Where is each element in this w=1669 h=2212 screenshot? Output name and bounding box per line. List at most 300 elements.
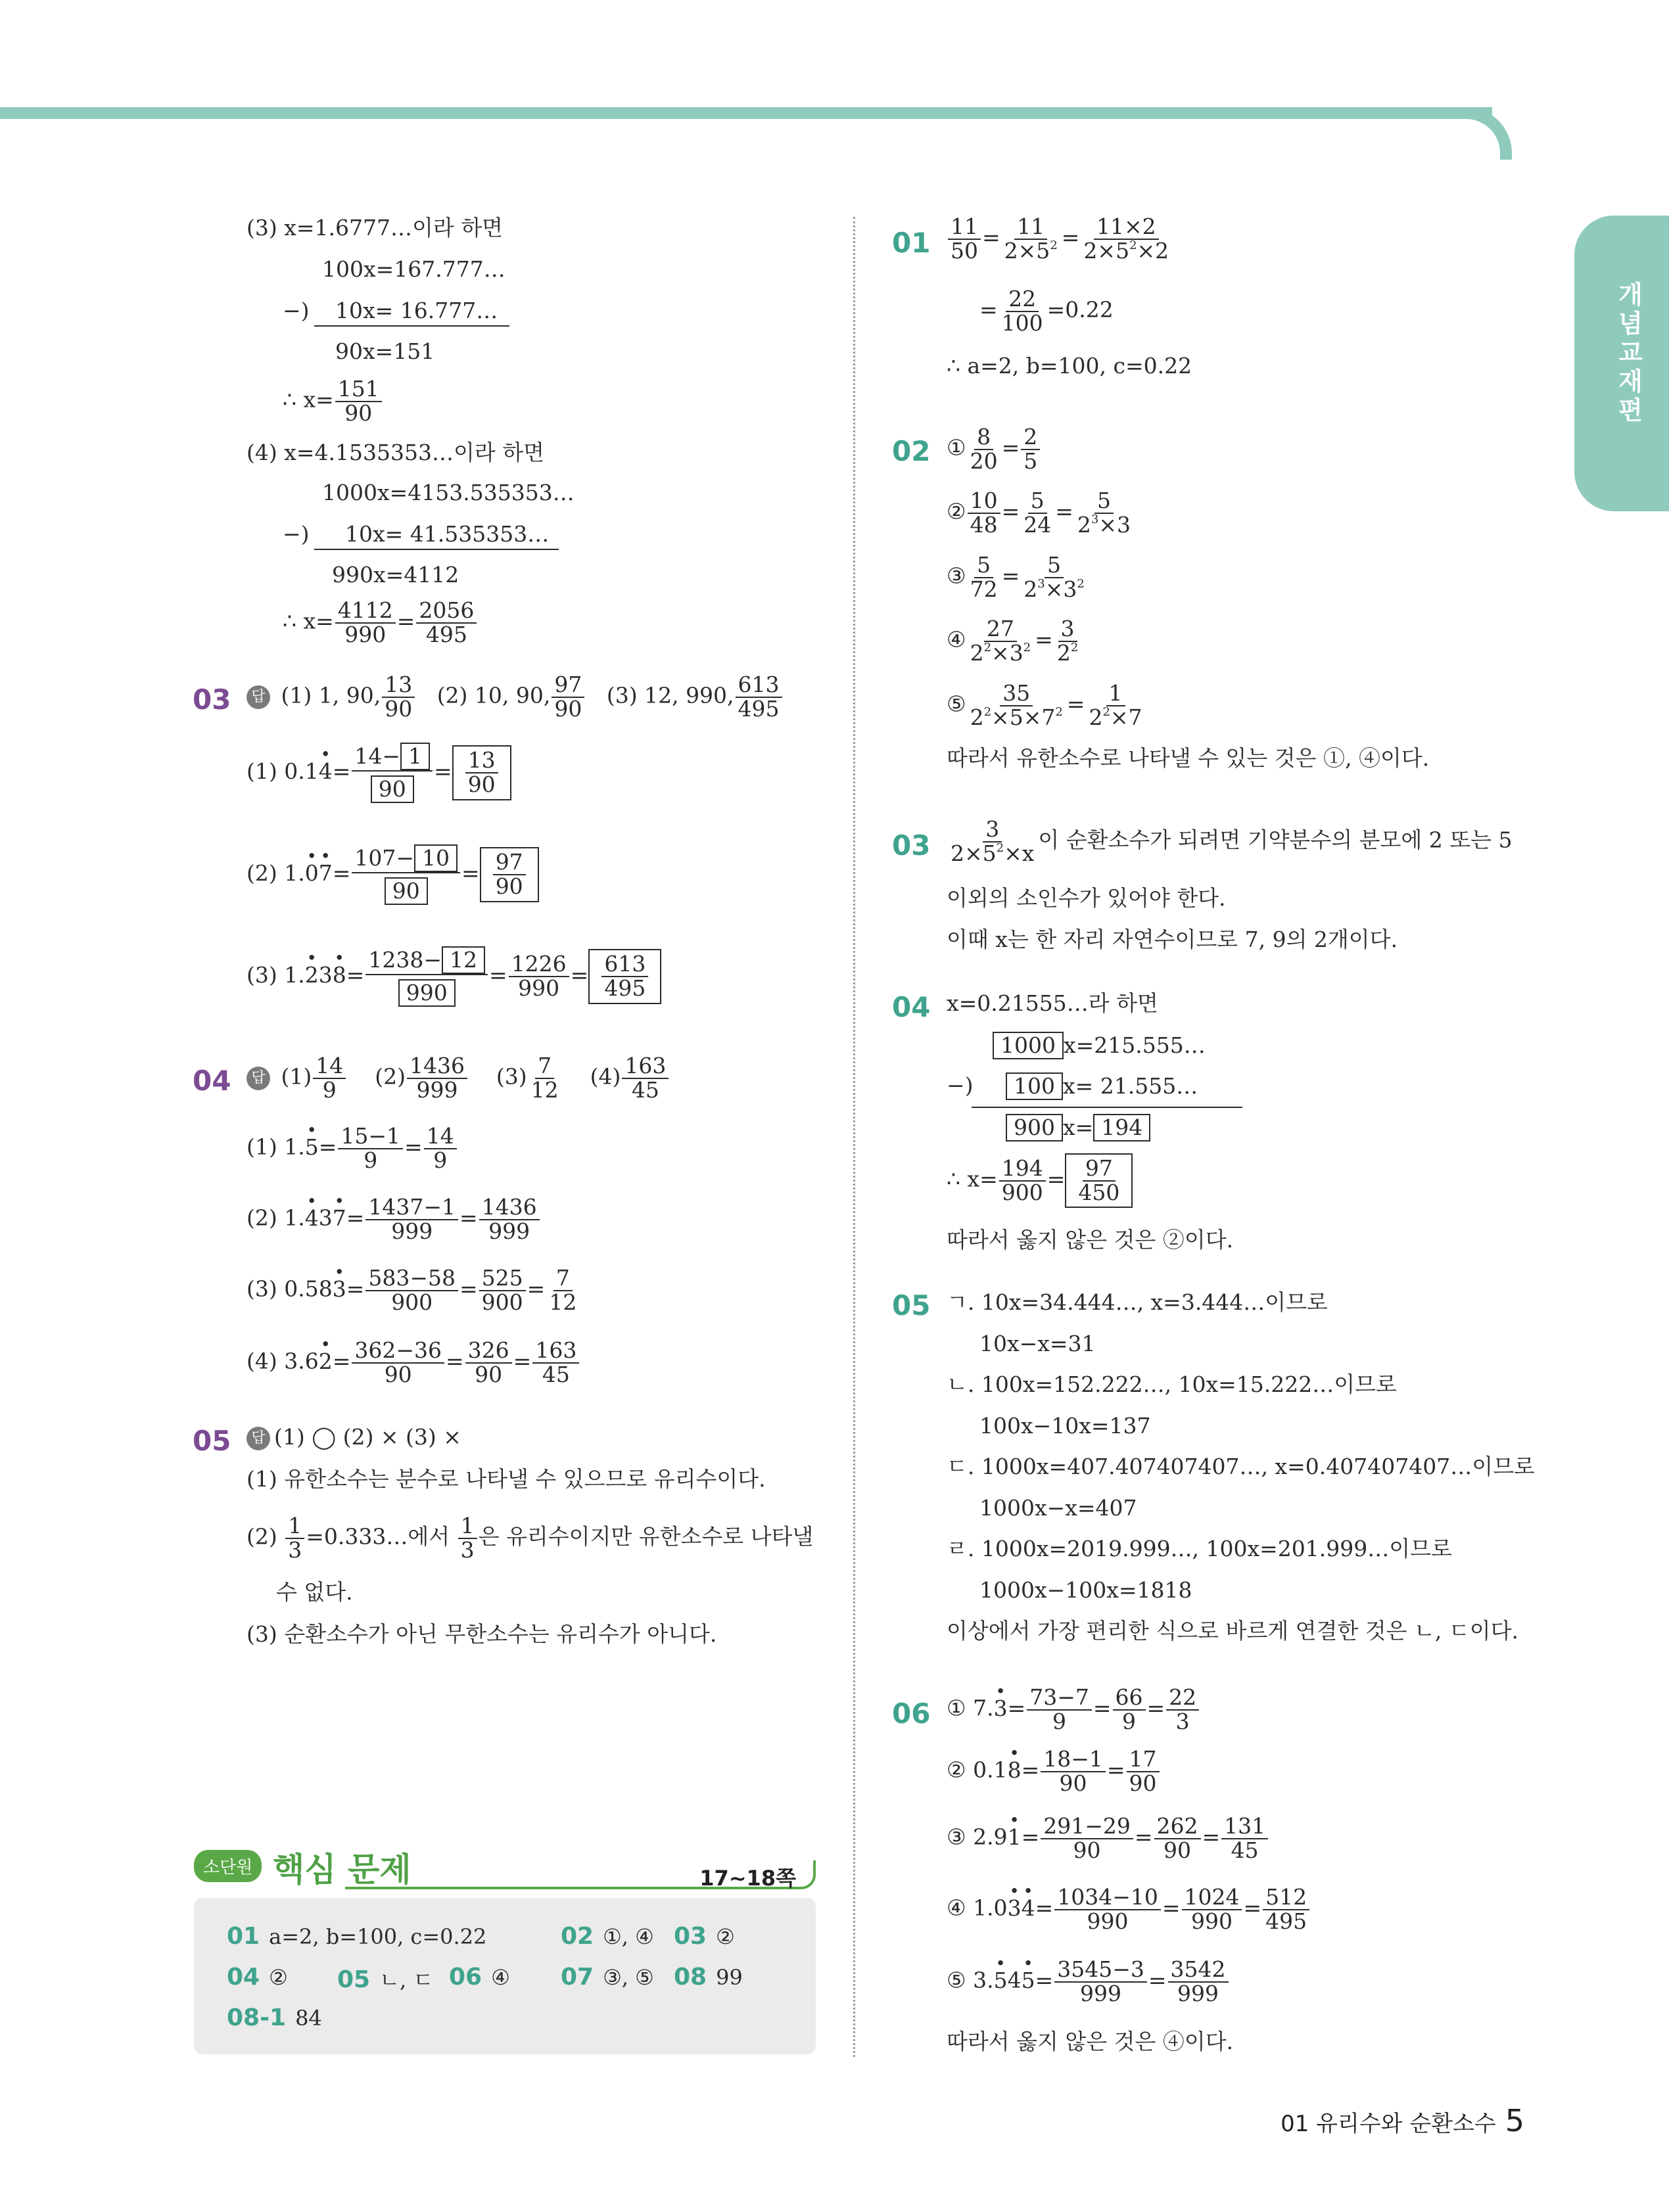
- frac: [1054, 1886, 1161, 1933]
- blank-box: 900: [1006, 1114, 1063, 1141]
- p4-subtract-rule: [314, 549, 559, 550]
- marker: ⑤: [947, 691, 966, 717]
- blank-box: 990: [398, 979, 456, 1007]
- q03-row3: (3) 1.2 ·38 ·= $\frac{1238- 12}{990}$ = $\frac{1226}{990}$ = $\frac{613}{495}$: [247, 946, 661, 1007]
- text: 이 순환소수가 되려면 기약분수의 분모에 2 또는 5: [1038, 827, 1513, 853]
- p3-line1: (3) x=1.6777…이라 하면: [247, 215, 503, 241]
- num: 35: [1000, 682, 1033, 706]
- pre: ② 0.1: [947, 1757, 1008, 1783]
- p3-line4: 90x=151: [335, 338, 435, 364]
- q06-choice4: ④ 1.03 ·4 ·= $\frac{1034-10}{990}$ = $\frac{1024}{990}$ = $\frac{512}{495}$: [947, 1886, 1311, 1933]
- a4: (4): [590, 1063, 621, 1090]
- den: 50: [951, 237, 978, 264]
- repeat-digit: 7 ·: [333, 1205, 346, 1231]
- pre: ③ 2.9: [947, 1824, 1008, 1850]
- question-number-03: 03: [193, 683, 231, 716]
- p3-line2: 100x=167.777…: [322, 256, 505, 282]
- den: 3: [1175, 1708, 1190, 1734]
- q05-line: ㄱ. 10x=34.444…, x=3.444…이므로: [947, 1289, 1328, 1315]
- den: $2\times 5^2$: [1004, 237, 1058, 264]
- q05-line: 1000x−x=407: [979, 1495, 1137, 1521]
- summary-box: [194, 1898, 816, 2054]
- den: [382, 877, 431, 905]
- q05-line2: [247, 1515, 813, 1561]
- summary-item: [674, 1964, 743, 1991]
- num: 3: [983, 818, 1002, 842]
- frac: [1027, 1686, 1092, 1733]
- answer-badge: 답: [247, 685, 270, 709]
- pre: (3) 0.58: [247, 1276, 333, 1302]
- q03-row2: (2) 1.0 ·7 ·= $\frac{107- 10}{90}$ = $\frac{97}{90}$: [247, 844, 539, 905]
- answer-box: [480, 847, 539, 902]
- frac: [999, 1157, 1046, 1204]
- den: $2^2$: [1056, 639, 1079, 666]
- den: 12: [549, 1289, 577, 1315]
- num: 163: [622, 1055, 669, 1079]
- pre: (2) 1.: [247, 860, 305, 886]
- text: x=: [1063, 1115, 1094, 1140]
- q04-line4: [1006, 1114, 1150, 1141]
- num: 08: [674, 1964, 707, 1991]
- pre: (1) 1.: [247, 1134, 305, 1160]
- q05-line: ㄹ. 1000x=2019.999…, 100x=201.999…이므로: [947, 1536, 1452, 1561]
- num: 8: [974, 426, 993, 450]
- num: 18−1: [1041, 1748, 1106, 1772]
- num: 2056: [416, 599, 477, 624]
- p3-minus: −): [283, 298, 310, 323]
- frac: [458, 1515, 477, 1561]
- num: 362−36: [352, 1339, 444, 1364]
- eq: =: [332, 758, 351, 784]
- den: 72: [970, 576, 998, 602]
- num: 525: [479, 1267, 526, 1291]
- num: 11×2: [1094, 216, 1159, 240]
- num: 22: [1006, 288, 1039, 312]
- a3: (3): [496, 1063, 527, 1090]
- question-number-03-right: 03: [892, 829, 931, 862]
- frac: [948, 216, 981, 262]
- digit: 3: [318, 1205, 333, 1231]
- chapter-title: 01 유리수와 순환소수: [1281, 2111, 1496, 2137]
- val: a=2, b=100, c=0.22: [269, 1924, 487, 1949]
- den-text: 2×5: [1004, 237, 1050, 264]
- frac: [1075, 490, 1133, 536]
- num: 326: [465, 1339, 512, 1364]
- frac: [1113, 1686, 1146, 1733]
- q06-choice3: ③ 2.91 ·= $\frac{291-29}{90}$ = $\frac{262}{90}$ = $\frac{131}{45}$: [947, 1815, 1269, 1862]
- frac: [1021, 554, 1087, 601]
- frac: [968, 554, 1000, 601]
- frac: [999, 288, 1046, 334]
- pre: (4) 3.6: [247, 1348, 319, 1374]
- frac: [365, 1196, 458, 1243]
- text: 은 유리수이지만 유한소수로 나타낼: [478, 1523, 814, 1550]
- den: 20: [970, 448, 998, 474]
- den: [368, 775, 417, 803]
- marker: ②: [947, 498, 966, 524]
- q05-line: 1000x−100x=1818: [979, 1577, 1192, 1603]
- frac: [968, 426, 1000, 472]
- num: 11: [1014, 216, 1047, 240]
- text: x=215.555…: [1063, 1032, 1206, 1058]
- num: 66: [1113, 1686, 1146, 1711]
- frac: [622, 1055, 669, 1101]
- den: [396, 979, 458, 1007]
- p4-line2: 1000x=4153.535353…: [322, 480, 575, 505]
- q02-conclusion: 따라서 유한소수로 나타낼 수 있는 것은 ①, ④이다.: [947, 745, 1430, 771]
- repeat-digit: 8 ·: [1008, 1757, 1022, 1783]
- summary-item: [227, 1964, 288, 1991]
- num: 1226: [509, 953, 569, 977]
- blank-box: 100: [1006, 1072, 1063, 1100]
- q04-row2: (2) 1.4 ·37 ·= $\frac{1437-1}{999}$ = $\frac{1436}{999}$: [247, 1196, 541, 1243]
- den: 9: [1052, 1708, 1067, 1734]
- a3-frac: [736, 674, 782, 720]
- val: ①, ④: [603, 1924, 654, 1949]
- repeat-digit: 2 ·: [305, 962, 319, 988]
- num: 613: [736, 674, 782, 698]
- num-text: 14−: [354, 743, 401, 769]
- num: 1437−1: [365, 1196, 458, 1220]
- den-text: 2: [970, 704, 984, 730]
- q06-choice5: ⑤ 3.5 ·45 ·= $\frac{3545-3}{999}$ = $\frac{3542}{999}$: [947, 1958, 1230, 2005]
- den: $2\times 5^2\times 2$: [1083, 237, 1169, 264]
- q04-row3: (3) 0.583 ·= $\frac{583-58}{900}$ = $\frac{525}{900}$ = $\frac{7}{12}$: [247, 1267, 580, 1314]
- a1-frac: [382, 674, 415, 720]
- frac: [1081, 216, 1171, 262]
- a1: (1): [281, 1063, 312, 1090]
- answer-badge: 답: [247, 1067, 270, 1090]
- num: [352, 844, 460, 873]
- q06-conclusion: 따라서 옳지 않은 것은 ④이다.: [947, 2029, 1234, 2054]
- repeat-digit: 2 ·: [319, 1348, 333, 1374]
- marker: ①: [947, 434, 966, 461]
- frac: [424, 1125, 457, 1172]
- side-tab-label: 개념교재편: [1614, 281, 1643, 426]
- q04-minus: −): [947, 1072, 974, 1098]
- answer-box: [1065, 1153, 1133, 1208]
- answer-text: (1) ◯ (2) × (3) ×: [274, 1424, 461, 1450]
- den: 90: [1129, 1770, 1157, 1796]
- a2: (2): [375, 1063, 406, 1090]
- q02-choice1: ① $\frac{8}{20}$ = $\frac{2}{5}$: [947, 426, 1041, 472]
- q05-line1: (1) 유한소수는 분수로 나타낼 수 있으므로 유리수이다.: [247, 1466, 766, 1492]
- p4-minus: −): [283, 521, 310, 547]
- frac: [509, 953, 569, 1000]
- q04-row4: (4) 3.62 ·= $\frac{362-36}{90}$ = $\frac{326}{90}$ = $\frac{163}{45}$: [247, 1339, 580, 1386]
- den: 999: [1177, 1980, 1219, 2006]
- den-text: ×2: [1137, 237, 1169, 264]
- q04-conclusion: 따라서 옳지 않은 것은 ②이다.: [947, 1227, 1234, 1253]
- den: 495: [425, 621, 467, 647]
- frac: [493, 851, 526, 898]
- digit: 3: [318, 961, 333, 988]
- p4-line4: 990x=4112: [332, 562, 459, 588]
- den: $2^2\times 7$: [1089, 704, 1142, 730]
- num: 05: [337, 1966, 371, 1993]
- num: 11: [948, 216, 981, 240]
- frac: [407, 1055, 467, 1101]
- den: 900: [481, 1289, 523, 1315]
- header-band-curve: [1453, 107, 1512, 160]
- num: 7: [553, 1267, 573, 1291]
- num: 613: [601, 953, 648, 977]
- den: 9: [433, 1147, 448, 1173]
- den: 5: [1023, 448, 1038, 474]
- val: ②: [269, 1965, 288, 1990]
- den: 45: [1231, 1837, 1259, 1863]
- pre: (1) 0.1: [247, 758, 319, 784]
- num: 22: [1166, 1686, 1199, 1711]
- question-number-05-right: 05: [892, 1289, 931, 1322]
- blank-box: 1: [400, 743, 430, 770]
- frac: [1086, 682, 1144, 729]
- column-divider: [853, 217, 855, 2057]
- den: 9: [364, 1147, 378, 1173]
- q03-line3: 이때 x는 한 자리 자연수이므로 7, 9의 2개이다.: [947, 927, 1398, 952]
- marker: ④: [947, 626, 966, 653]
- num: 73−7: [1027, 1686, 1092, 1711]
- den: 90: [1059, 1770, 1087, 1796]
- frac: [1263, 1886, 1309, 1933]
- den: 90: [1073, 1837, 1101, 1863]
- den-text: 2×5: [1083, 237, 1130, 264]
- num: 1436: [479, 1196, 540, 1220]
- val: 84: [295, 2006, 322, 2031]
- den: $2\times 5^2\times x$: [951, 840, 1035, 866]
- marker: ③: [947, 563, 966, 589]
- den: 999: [391, 1218, 433, 1244]
- page-number: 5: [1505, 2103, 1524, 2138]
- num: 2: [1021, 426, 1040, 450]
- pre: (2) 1.: [247, 1205, 305, 1231]
- den: 90: [344, 400, 373, 426]
- den-text: 2: [1077, 511, 1091, 538]
- frac: [1054, 1958, 1147, 2005]
- den: 3: [288, 1536, 302, 1563]
- q02-choice2: ② $\frac{10}{48}$ = $\frac{5}{24}$ = $\frac{5}{2^3\times 3}$: [947, 490, 1135, 536]
- frac: [1221, 1815, 1268, 1862]
- num: 4112: [335, 599, 396, 624]
- p3-therefore: ∴ x=: [283, 386, 334, 413]
- summary-pill: 소단원: [194, 1850, 262, 1882]
- answer-badge: 답: [247, 1427, 270, 1450]
- num: 1436: [407, 1055, 467, 1079]
- p4-line1: (4) x=4.1535353…이라 하면: [247, 440, 544, 465]
- den: 999: [416, 1076, 458, 1103]
- repeat-digit: 3 ·: [1008, 1895, 1022, 1921]
- num: 08-1: [227, 2004, 287, 2031]
- frac: [529, 1055, 561, 1101]
- den: 990: [344, 621, 387, 647]
- q06-choice2: ② 0.18 ·= $\frac{18-1}{90}$ = $\frac{17}{90}$: [947, 1748, 1161, 1795]
- den: 900: [1001, 1179, 1043, 1205]
- num: 7: [535, 1055, 554, 1079]
- summary-item: [227, 1923, 486, 1950]
- num: 03: [674, 1923, 707, 1950]
- summary-header: [194, 1843, 816, 1889]
- p4-frac1: [335, 599, 396, 646]
- q03-line1: [947, 818, 1512, 865]
- val: ㄴ, ㄷ: [379, 1968, 434, 1993]
- a2: (2) 10, 90,: [436, 682, 551, 708]
- frac: [352, 844, 460, 905]
- frac: [948, 818, 1037, 865]
- frac: [1002, 216, 1060, 262]
- den-text: 2: [1023, 576, 1038, 602]
- frac: [546, 1267, 579, 1314]
- answer-box: [588, 949, 661, 1003]
- den-text: 2: [1056, 639, 1071, 666]
- frac: [465, 1339, 512, 1386]
- den: 450: [1078, 1179, 1120, 1205]
- den: 495: [738, 695, 780, 722]
- frac: [968, 490, 1000, 536]
- blank-box: 10: [414, 844, 458, 872]
- q02-choice3: ③ $\frac{5}{72}$ = $\frac{5}{2^3\times 3^2}$: [947, 554, 1089, 601]
- num: 13: [465, 749, 498, 773]
- q05-line: ㄷ. 1000x=407.407407407…, x=0.407407407…이므로: [947, 1454, 1535, 1479]
- q05-conclusion: 이상에서 가장 편리한 식으로 바르게 연결한 것은 ㄴ, ㄷ이다.: [947, 1618, 1518, 1644]
- den: $2^2\times 3^2$: [970, 639, 1031, 666]
- q04-line1: x=0.21555…라 하면: [947, 990, 1158, 1016]
- q03-line2: 이외의 소인수가 있어야 한다.: [947, 885, 1226, 911]
- num: 131: [1221, 1815, 1268, 1839]
- frac: [532, 1339, 579, 1386]
- repeat-digit: 0 ·: [305, 860, 319, 886]
- num: 3545−3: [1054, 1958, 1147, 1983]
- question-number-04-right: 04: [892, 991, 931, 1023]
- question-number-06: 06: [892, 1697, 931, 1730]
- summary-item: [227, 2004, 322, 2031]
- q03-answer: [247, 674, 784, 720]
- den: 90: [385, 695, 413, 722]
- den: 90: [554, 695, 582, 722]
- a1: (1) 1, 90,: [281, 682, 381, 708]
- q05-line: ㄴ. 100x=152.222…, 10x=15.222…이므로: [947, 1371, 1397, 1397]
- repeat-digit: 5 ·: [305, 1134, 319, 1160]
- den: 9: [322, 1076, 337, 1103]
- num: 97: [1083, 1157, 1116, 1182]
- summary-item: [449, 1964, 510, 1991]
- question-number-02: 02: [892, 435, 931, 467]
- question-number-05: 05: [193, 1425, 231, 1457]
- q04-row1: (1) 1.5 ·= $\frac{15-1}{9}$ = $\frac{14}{9}$: [247, 1125, 458, 1172]
- num: 1: [458, 1515, 477, 1539]
- den-text: 2×5: [951, 840, 997, 866]
- den: 90: [495, 873, 523, 899]
- p3-subtract-rule: [314, 325, 509, 327]
- den: 45: [542, 1361, 570, 1387]
- den: 990: [1087, 1908, 1129, 1934]
- repeat-digit: 1 ·: [1008, 1824, 1022, 1850]
- num: 97: [493, 851, 526, 875]
- den: 3: [460, 1536, 475, 1563]
- frac: [968, 618, 1034, 664]
- den: $2^3\times 3^2$: [1023, 576, 1085, 602]
- q04-line3: [1006, 1072, 1198, 1100]
- question-number-04: 04: [193, 1065, 231, 1097]
- den: 990: [1190, 1908, 1233, 1934]
- frac: [1166, 1686, 1199, 1733]
- num: 1034−10: [1054, 1886, 1161, 1910]
- val: ②: [716, 1924, 735, 1949]
- den: 495: [604, 975, 646, 1001]
- val: ④: [491, 1965, 510, 1990]
- frac: [479, 1267, 526, 1314]
- frac: [1021, 426, 1040, 472]
- num: 1: [1106, 682, 1125, 706]
- num: 10: [968, 490, 1000, 514]
- frac: [1041, 1815, 1133, 1862]
- q04-subtract-rule: [972, 1107, 1242, 1108]
- den-text: 2: [970, 639, 984, 666]
- num: 5: [1028, 490, 1047, 514]
- num-text: 1238−: [368, 947, 442, 973]
- pre: ④ 1.0: [947, 1895, 1008, 1921]
- frac: [338, 1125, 403, 1172]
- frac: [601, 953, 648, 1000]
- p4-result: ∴ x= $\frac{4112}{990}$ = $\frac{2056}{495}$: [283, 599, 478, 646]
- repeat-digit: 5 ·: [1022, 1968, 1035, 1993]
- blank-box: 194: [1093, 1114, 1150, 1141]
- repeat-digit: 4 ·: [305, 1205, 319, 1231]
- num: 583−58: [365, 1267, 458, 1291]
- frac: [1127, 1748, 1160, 1795]
- num: 151: [335, 378, 382, 402]
- q05-answer: [247, 1426, 461, 1450]
- header-band: [0, 107, 1492, 119]
- repeat-digit: 5 ·: [994, 1968, 1008, 1993]
- frac: [1168, 1958, 1229, 2005]
- blank-box: 1000: [993, 1032, 1064, 1059]
- summary-pages: 17~18쪽: [699, 1866, 796, 1891]
- num: 15−1: [338, 1125, 403, 1149]
- q05-line: 10x−x=31: [979, 1331, 1096, 1356]
- frac: [1075, 1157, 1122, 1204]
- summary-item: [561, 1923, 654, 1950]
- num-text: 107−: [354, 845, 415, 871]
- q05-line3: 수 없다.: [276, 1579, 353, 1605]
- den: 24: [1023, 511, 1052, 538]
- val: ③, ⑤: [603, 1965, 654, 1990]
- q04-line2: [993, 1032, 1206, 1059]
- blank-box: 12: [442, 946, 485, 974]
- den: 90: [475, 1361, 503, 1387]
- num: 14: [424, 1125, 457, 1149]
- blank-box: 90: [371, 775, 414, 803]
- q01-line1: $\frac{11}{50}$ = $\frac{11}{2\times 5^2}$ = $\frac{11\times 2}{2\times 5^2\times 2}$: [947, 216, 1173, 262]
- repeat-digit: 3 ·: [994, 1695, 1008, 1721]
- num: 14: [313, 1055, 346, 1079]
- num: 512: [1263, 1886, 1309, 1910]
- summary-item: [561, 1964, 654, 1991]
- val: 99: [716, 1965, 743, 1990]
- repeat-digit: 4 ·: [1022, 1895, 1035, 1921]
- frac: [365, 946, 488, 1007]
- den: 100: [1001, 310, 1043, 336]
- result: =0.22: [1046, 296, 1114, 323]
- frac: [313, 1055, 346, 1101]
- repeat-digit: 4 ·: [319, 758, 333, 784]
- num: 13: [382, 674, 415, 698]
- num: 04: [227, 1964, 260, 1991]
- q05-line4: (3) 순환소수가 아닌 무한소수는 유리수가 아니다.: [247, 1621, 717, 1647]
- num: 5: [974, 554, 993, 578]
- frac: [352, 743, 433, 803]
- frac: [1054, 618, 1081, 664]
- num: 1: [285, 1515, 304, 1539]
